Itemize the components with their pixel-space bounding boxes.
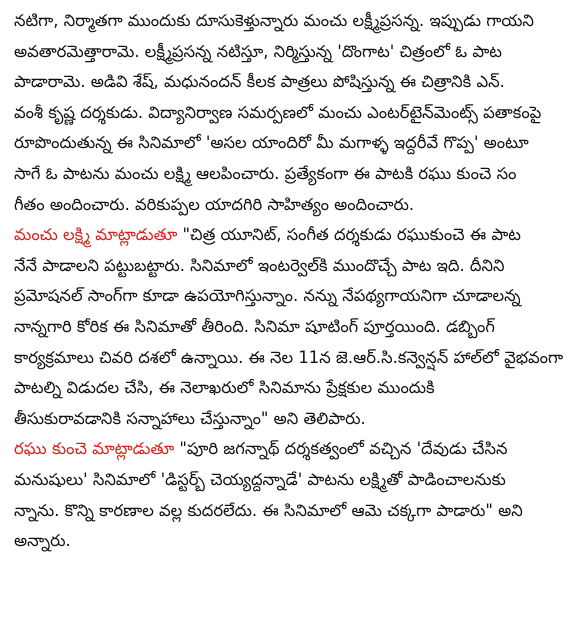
text-line: ప్రమోషనల్ సాంగ్‌గా కూడా ఉపయోగిస్తున్నాం. నన్ను నేపథ్యగాయనిగా చూడాలన్న	[14, 286, 521, 306]
text-line: గీతం అందించారు. వరికుప్పల యాదగిరి సాహిత్యం అందించారు.	[14, 194, 415, 214]
text-line: అవతారమెత్తారామె. లక్ష్మీప్రసన్న నటిస్తూ, నిర్మిస్తున్న 'దొంగాట' చిత్రంలో ఓ పాట	[14, 41, 502, 61]
paragraph-intro	[14, 6, 566, 220]
paragraph-raghu-quote	[14, 434, 566, 556]
text-line: వంశీ కృష్ణ దర్శకుడు. విద్యానిర్వాణ సమర్పణలో మంచు ఎంటర్‌టైన్‌మెంట్స్ పతాకంపై	[14, 102, 542, 122]
speaker-label: మంచు లక్ష్మి మాట్లాడుతూ	[14, 225, 178, 245]
text-line	[14, 434, 566, 465]
text-line: పాడారామె. అడివి శేష్, మధునందన్ కీలక పాత్రలు పోషిస్తున్న ఈ చిత్రానికి ఎన్.	[14, 72, 505, 92]
text-line: నాన్నగారి కోరిక ఈ సినిమాతో తీరింది. సినిమా షూటింగ్ పూర్తయింది. డబ్బింగ్	[14, 316, 495, 336]
speaker-label: రఘు కుంచె మాట్లాడుతూ	[14, 439, 175, 459]
text-line: తీసుకురావడానికి సన్నాహాలు చేస్తున్నాం" అని తెలిపారు.	[14, 408, 366, 428]
quote-text: "చిత్ర యూనిట్, సంగీత దర్శకుడు రఘుకుంచె ఈ పాట	[177, 225, 521, 245]
text-line: మనుషులు' సినిమాలో 'డిస్టర్బ్ చెయ్యద్దన్నాడే' పాటను లక్ష్మితో పాడించాలనుకు	[14, 469, 506, 489]
quote-text: "పూరి జగన్నాథ్ దర్శకత్వంలో వచ్చిన 'దేవుడు చేసిన	[174, 439, 508, 459]
text-line: రూపొందుతున్న ఈ సినిమాలో 'అసల యాందిరో మీ మగాళ్ళ ఇద్దరీవే గొప్ప' అంటూ	[14, 133, 529, 153]
text-line: పాటల్ని విడుదల చేసి, ఈ నెలాఖరులో సినిమాను ప్రేక్షకుల ముందుకి	[14, 378, 435, 398]
text-line: నటిగా, నిర్మాతగా ముందుకు దూసుకెళ్తున్నారు మంచు లక్ష్మీప్రసన్న. ఇప్పుడు గాయని	[14, 11, 534, 30]
text-line: న్నాను. కొన్ని కారణాల వల్ల కుదరలేదు. ఈ సినిమాలో ఆమె చక్కగా పాడారు" అని	[14, 500, 523, 520]
paragraph-lakshmi-quote	[14, 220, 566, 434]
text-line: కార్యక్రమాలు చివరి దశలో ఉన్నాయి. ఈ నెల 11న జె.ఆర్.సి.కన్వెన్షన్ హాల్‌లో వైభవంగా	[14, 347, 564, 367]
text-line: సాగే ఓ పాటను మంచు లక్ష్మి ఆలపించారు. ప్రత్యేకంగా ఈ పాటకి రఘు కుంచె సం	[14, 163, 517, 183]
text-line: నేనే పాడాలని పట్టుబట్టారు. సినిమాలో ఇంటర్వెల్‌కి ముందొచ్చే పాట ఇది. దీనిని	[14, 255, 505, 275]
text-line	[14, 220, 566, 251]
text-line: అన్నారు.	[14, 531, 71, 551]
